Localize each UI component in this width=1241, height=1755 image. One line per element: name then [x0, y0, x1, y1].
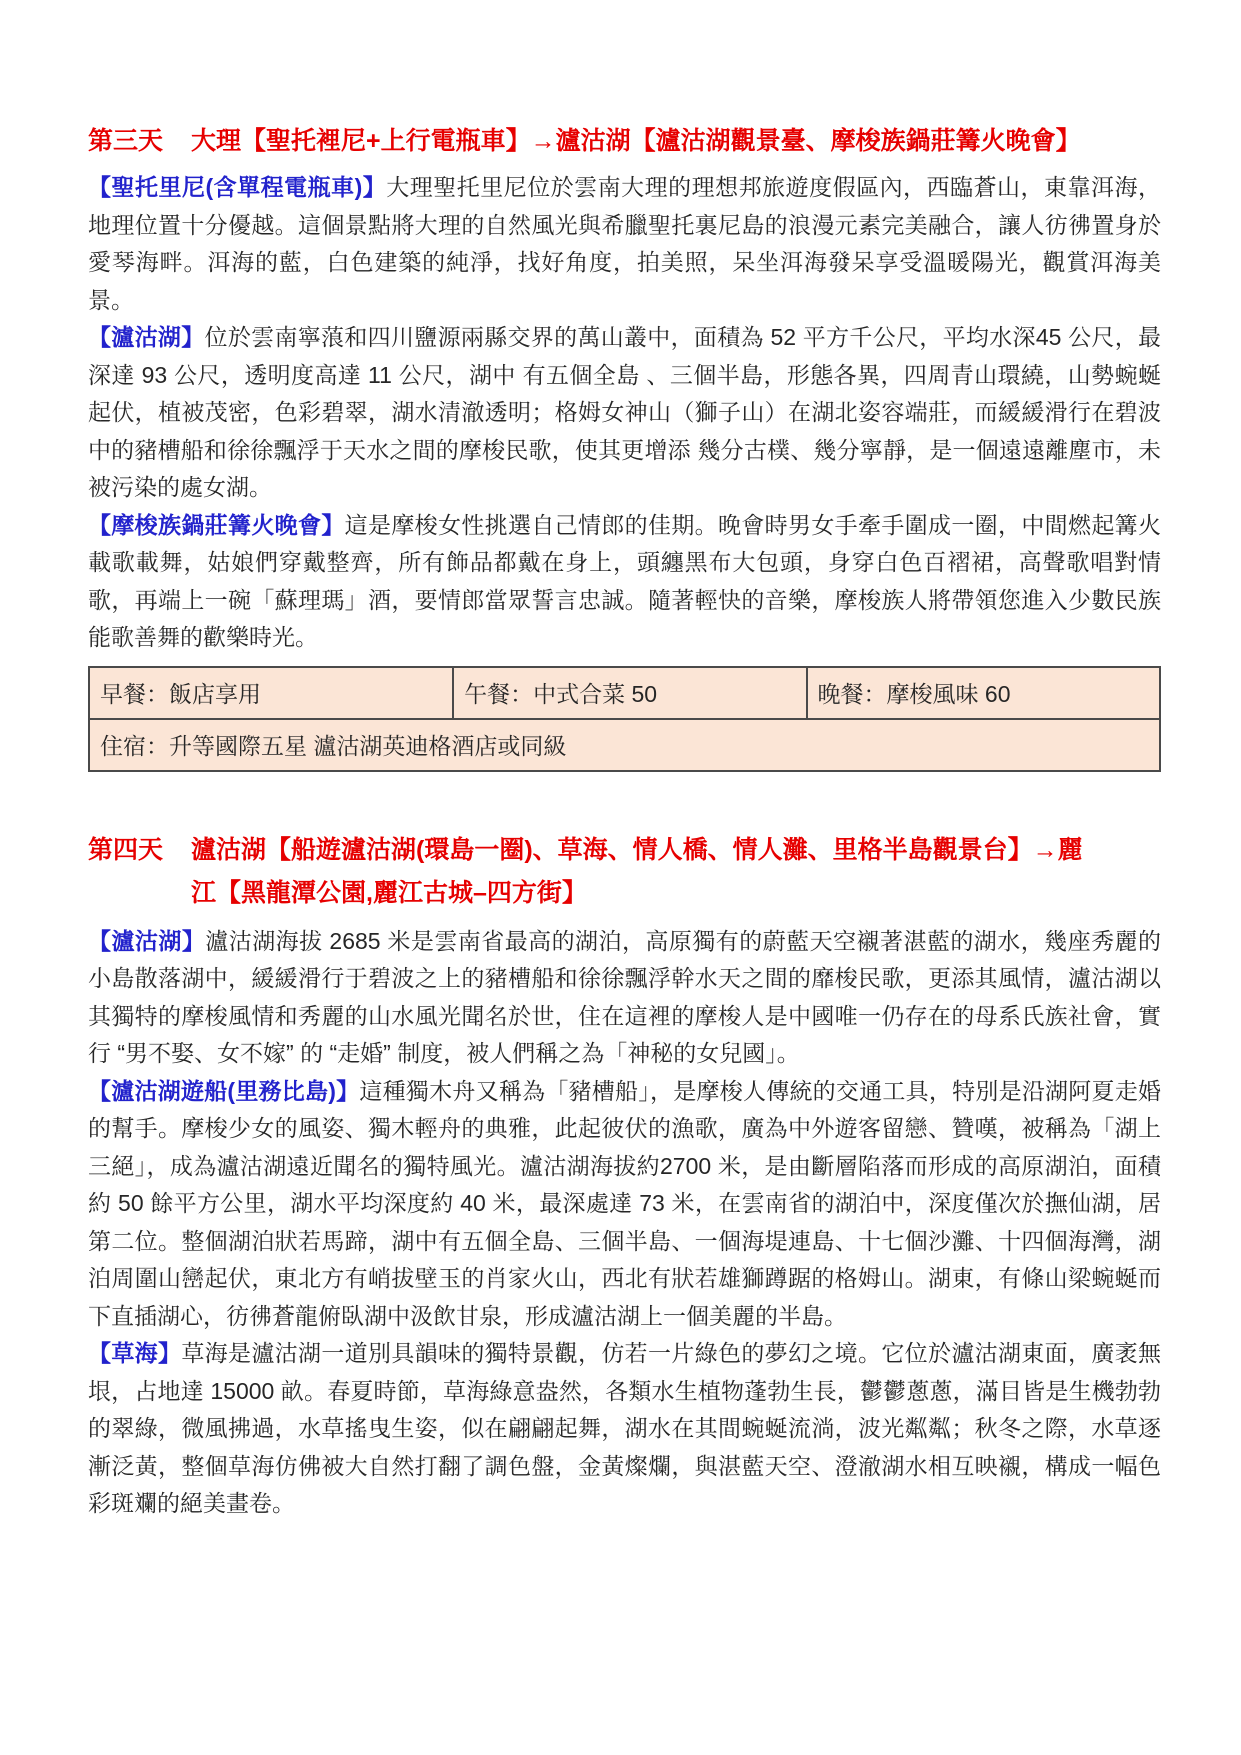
day3-title [191, 120, 1161, 163]
paragraph-caohai-body: 草海是瀘沽湖一道別具韻味的獨特景觀，仿若一片綠色的夢幻之境。它位於瀘沽湖東面，廣袤無垠，占地達 15000 畝。春夏時節，草海綠意盎然，各類水生植物蓬勃生長，鬱鬱蔥蔥，滿目皆是生機勃勃的翠綠，微風拂過，水草搖曳生姿，似在翩翩起舞，湖水在其間蜿蜒流淌，波光粼粼；秋冬之際，水草逐漸泛黃，整個草海仿佛被大自然打翻了調色盤，金黃燦爛，與湛藍天空、澄澈湖水相互映襯，構成一幅色彩斑斕的絕美畫卷。 [88, 1340, 1162, 1516]
lodging-cell: 住宿：升等國際五星 瀘沽湖英迪格酒店或同級 [89, 719, 1160, 771]
paragraph-lugu-day4 [88, 923, 1161, 1073]
paragraph-caohai [88, 1335, 1161, 1523]
day4-title-line1: 瀘沽湖【船遊瀘沽湖(環島一圈)、草海、情人橋、情人灘、里格半島觀景台】→麗 [191, 835, 1083, 864]
paragraph-lugu-lake-lead: 【瀘沽湖】 [88, 324, 205, 350]
paragraph-lugu-day4-lead: 【瀘沽湖】 [88, 927, 206, 954]
paragraph-lugu-lake [88, 319, 1161, 507]
day3-label: 第三天 [88, 127, 164, 155]
paragraph-boat-tour-body: 這種獨木舟又稱為「豬槽船」，是摩梭人傳統的交通工具，特別是沿湖阿夏走婚的幫手。摩梭少女的風姿、獨木輕舟的典雅，此起彼伏的漁歌，廣為中外遊客留戀、贊嘆，被稱為「湖上三絕」，成為瀘沽湖遠近聞名的獨特風光。瀘沽湖海拔約2700 米，是由斷層陷落而形成的高原湖泊，面積約 50 餘平方公里，湖水平均深度約 40 米，最深處達 73 米，在雲南省的湖泊中，深度僅次於撫仙湖，居第二位。整個湖泊狀若馬蹄，湖中有五個全島、三個半島、一個海堤連島、十七個沙灘、十四個海灣，湖泊周圍山巒起伏，東北方有峭拔壁玉的肖家火山，西北有狀若雄獅蹲踞的格姆山。湖東，有條山梁蜿蜒而下直插湖心，彷彿蒼龍俯臥湖中汲飲甘泉，形成瀘沽湖上一個美麗的半島。 [88, 1077, 1162, 1329]
paragraph-santorini-lead: 【聖托里尼(含單程電瓶車)】 [88, 174, 387, 200]
lodging-row [89, 719, 1160, 771]
lunch-cell: 午餐：中式合菜 50 [453, 667, 806, 719]
paragraph-bonfire-party [88, 507, 1161, 657]
breakfast-cell: 早餐：飯店享用 [89, 667, 453, 719]
paragraph-lugu-day4-body: 瀘沽湖海拔 2685 米是雲南省最高的湖泊，高原獨有的蔚藍天空襯著湛藍的湖水，幾座秀麗的小島散落湖中，緩緩滑行于碧波之上的豬槽船和徐徐飄浮幹水天之間的靡梭民歌，更添其風情，瀘沽湖以其獨特的摩梭風情和秀麗的山水風光聞名於世，住在這裡的摩梭人是中國唯一仍存在的母系氏族社會，實行 “男不娶、女不嫁” 的 “走婚” 制度，被人們稱之為「神秘的女兒國」。 [88, 927, 1161, 1066]
day4-title [191, 829, 1161, 915]
paragraph-santorini-body: 大理聖托里尼位於雲南大理的理想邦旅遊度假區內，西臨蒼山，東靠洱海，地理位置十分優越。這個景點將大理的自然風光與希臘聖托裏尼島的浪漫元素完美融合，讓人彷彿置身於愛琴海畔。洱海的藍，白色建築的純淨，找好角度，拍美照，呆坐洱海發呆享受溫暖陽光，觀賞洱海美景。 [88, 174, 1161, 313]
paragraph-boat-tour-lead: 【瀘沽湖遊船(里務比島)】 [88, 1077, 360, 1104]
day4-paragraphs [88, 923, 1161, 1523]
paragraph-lugu-lake-body: 位於雲南寧蒗和四川鹽源兩縣交界的萬山叢中，面積為 52 平方千公尺，平均水深45 公尺，最深達 93 公尺，透明度高達 11 公尺，湖中 有五個全島 、三個半島，形態各異，四周青山環繞，山勢蜿蜒起伏，植被茂密，色彩碧翠，湖水清澈透明；格姆女神山（獅子山）在湖北姿容端莊，而緩緩滑行在碧波中的豬槽船和徐徐飄浮于天水之間的摩梭民歌，使其更增添 幾分古樸、幾分寧靜，是一個遠遠離塵市，未被污染的處女湖。 [88, 324, 1162, 500]
day4-title-line2: 江【黑龍潭公園,麗江古城–四方街】 [191, 878, 587, 907]
dinner-cell: 晚餐：摩梭風味 60 [807, 667, 1160, 719]
section-day4 [88, 829, 1161, 1523]
day3-title-line: 大理【聖托裡尼+上行電瓶車】→瀘沽湖【瀘沽湖觀景臺、摩梭族鍋莊篝火晚會】 [191, 127, 1081, 155]
day4-label: 第四天 [88, 835, 164, 864]
paragraph-bonfire-party-lead: 【摩梭族鍋莊篝火晚會】 [88, 511, 345, 538]
day4-heading [88, 829, 1161, 915]
paragraph-caohai-lead: 【草海】 [88, 1340, 182, 1366]
paragraph-bonfire-party-body: 這是摩梭女性挑選自己情郎的佳期。晚會時男女手牽手圍成一圈，中間燃起篝火載歌載舞，姑娘們穿戴整齊，所有飾品都戴在身上，頭纏黑布大包頭，身穿白色百褶裙，高聲歌唱對情歌，再端上一碗「蘇理瑪」酒，要情郎當眾誓言忠誠。隨著輕快的音樂，摩梭族人將帶領您進入少數民族能歌善舞的歡樂時光。 [88, 511, 1162, 650]
meals-row [89, 667, 1160, 719]
day3-heading [88, 120, 1161, 163]
section-day3 [88, 120, 1161, 772]
paragraph-boat-tour [88, 1073, 1161, 1336]
day3-meals-table [88, 666, 1161, 772]
paragraph-santorini [88, 169, 1161, 319]
